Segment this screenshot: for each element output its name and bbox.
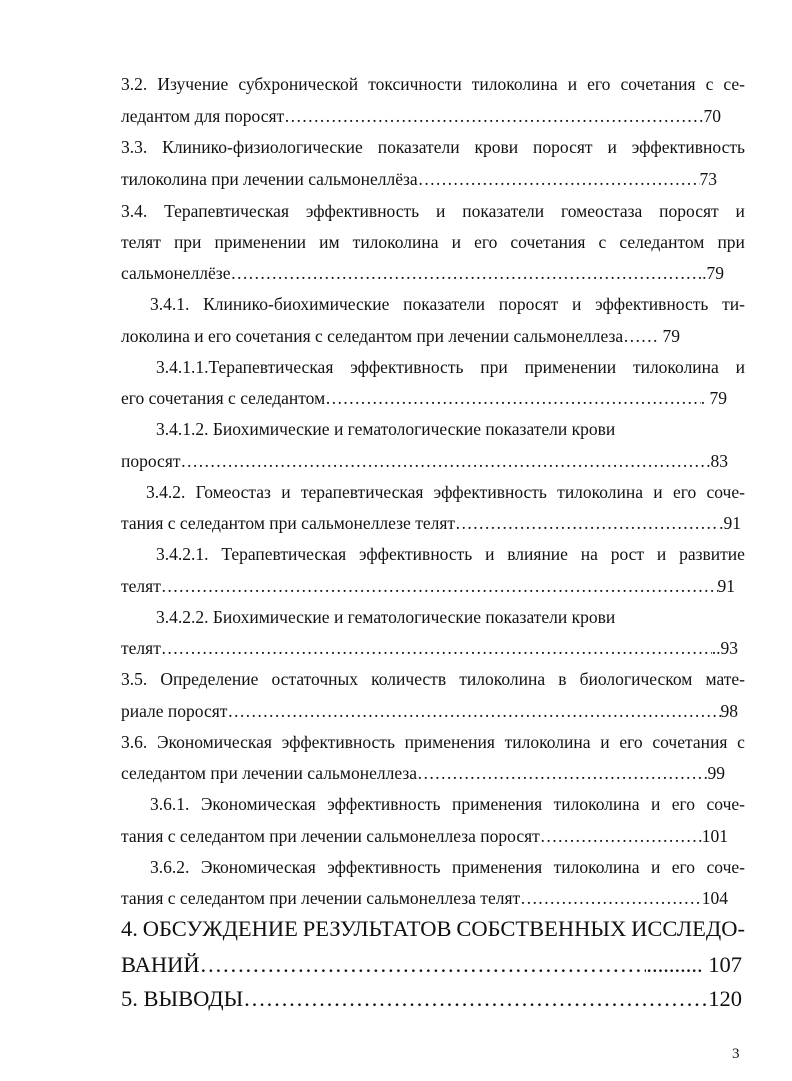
toc-entry-3-6-2-line-2: тания с селедантом при лечении сальмонеллеза телят …………………………………………………………………………………………………………………………………………………… 104 <box>121 886 728 910</box>
leader-dots <box>200 950 647 980</box>
toc-entry-3-6-1-line-1: 3.6.1. Экономическая эффективность применения тилоколина и его соче- <box>150 794 745 814</box>
toc-entry-3-6-2-line-1: 3.6.2. Экономическая эффективность применения тилоколина и его соче- <box>150 857 745 877</box>
toc-entry-3-3-line-2: тилоколина при лечении сальмонеллёза …………………………………………………………………………………………………………………………………………………… 73 <box>121 167 717 191</box>
toc-entry-3-5-line-2: риале поросят …………………………………………………………………………………………………………………………………………………… 98 <box>121 699 738 723</box>
leader-dots <box>540 824 702 848</box>
toc-entry-3-4-1-2-line-2: поросят …………………………………………………………………………………………………………………………………………………… 83 <box>121 449 728 473</box>
leader-dots <box>325 386 701 410</box>
toc-page-number: 70 <box>703 106 721 126</box>
toc-page-number: ..93 <box>711 638 738 658</box>
toc-page-number: 98 <box>720 701 738 721</box>
leader-dots <box>455 511 719 535</box>
toc-entry-3-6-line-1: 3.6. Экономическая эффективность применения тилоколина и его сочетания с <box>121 732 745 752</box>
toc-page-number: 99 <box>707 763 725 783</box>
leader-dots <box>520 886 702 910</box>
toc-page-number: . 79 <box>700 388 727 408</box>
toc-entry-3-4-1-2-line-1: 3.4.1.2. Биохимические и гематологические показатели крови <box>156 419 616 439</box>
toc-page-number: 73 <box>699 169 717 189</box>
toc-entry-3-4-1-line-1: 3.4.1. Клинико-биохимические показатели поросят и эффективность ти- <box>150 294 745 314</box>
toc-entry-3-2-line-1: 3.2. Изучение субхронической токсичности тилоколина и его сочетания с се- <box>121 74 745 94</box>
toc-entry-3-4-1-1-line-2: его сочетания с селедантом …………………………………………………………………………………………………………………………………………………… . 79 <box>121 386 727 410</box>
toc-entry-4-line-2: ВАНИЙ …………………………………………………………………………………………………………………………………………………… .......... 107 <box>121 950 742 980</box>
toc-entry-3-4-1-1-line-1: 3.4.1.1.Терапевтическая эффективность при применении тилоколина и <box>156 357 745 377</box>
toc-entry-3-4-2-1-line-2: телят …………………………………………………………………………………………………………………………………………………… 91 <box>121 574 735 598</box>
toc-page-number: 91 <box>717 576 735 596</box>
leader-dots <box>243 984 708 1014</box>
toc-page-number: .......... 107 <box>646 952 742 977</box>
leader-dots <box>231 261 698 285</box>
toc-page-number: 104 <box>701 888 728 908</box>
toc-entry-3-4-2-2-line-1: 3.4.2.2. Биохимические и гематологические показатели крови <box>156 607 616 627</box>
toc-entry-5: 5. ВЫВОДЫ …………………………………………………………………………………………………………………………………………………… 120 <box>121 984 742 1014</box>
toc-entry-3-4-line-1: 3.4. Терапевтическая эффективность и показатели гомеостаза поросят и <box>121 201 745 221</box>
toc-entry-3-4-line-3: сальмонеллёзе …………………………………………………………………………………………………………………………………………………… ..79 <box>121 261 724 285</box>
toc-entry-3-4-2-line-1: 3.4.2. Гомеостаз и терапевтическая эффективность тилоколина и его соче- <box>146 482 745 502</box>
page-number: 3 <box>732 1046 740 1062</box>
toc-entry-3-6-line-2: селедантом при лечении сальмонеллеза …………………………………………………………………………………………………………………………………………………… 99 <box>121 761 725 785</box>
toc-entry-3-5-line-1: 3.5. Определение остаточных количеств тилоколина в биологическом мате- <box>121 669 745 689</box>
leader-dots <box>284 104 703 128</box>
toc-entry-3-4-2-line-2: тания с селедантом при сальмонеллезе телят …………………………………………………………………………………………………………………………………………………… .91 <box>121 511 741 535</box>
toc-entry-3-6-1-line-2: тания с селедантом при лечении сальмонеллеза поросят …………………………………………………………………………………………………………………………………………………… 101 <box>121 824 728 848</box>
leader-dots <box>161 636 712 660</box>
toc-entry-3-4-2-1-line-1: 3.4.2.1. Терапевтическая эффективность и влияние на рост и развитие <box>156 544 745 564</box>
toc-page-number: ..79 <box>697 263 724 283</box>
toc-page-number: .91 <box>719 513 741 533</box>
leader-dots <box>418 167 700 191</box>
toc-entry-3-2-line-2: ледантом для поросят …………………………………………………………………………………………………………………………………………………… 70 <box>121 104 721 128</box>
leader-dots <box>181 449 711 473</box>
toc-page-number: 83 <box>710 451 728 471</box>
toc-entry-3-4-line-2: телят при применении им тилоколина и его сочетания с селедантом при <box>121 232 745 252</box>
toc-entry-3-4-1-line-2: локолина и его сочетания с селедантом при лечении сальмонеллеза…… 79 <box>121 326 681 346</box>
toc-page-number: 101 <box>701 826 728 846</box>
toc-page-number: 120 <box>708 986 742 1011</box>
leader-dots <box>227 699 720 723</box>
toc-entry-3-3-line-1: 3.3. Клинико-физиологические показатели крови поросят и эффективность <box>121 137 745 157</box>
leader-dots <box>417 761 708 785</box>
toc-entry-3-4-2-2-line-2: телят …………………………………………………………………………………………………………………………………………………… ..93 <box>121 636 738 660</box>
leader-dots <box>161 574 718 598</box>
toc-entry-4-line-1: 4. ОБСУЖДЕНИЕ РЕЗУЛЬТАТОВ СОБСТВЕННЫХ ИССЛЕДО- <box>121 916 745 941</box>
